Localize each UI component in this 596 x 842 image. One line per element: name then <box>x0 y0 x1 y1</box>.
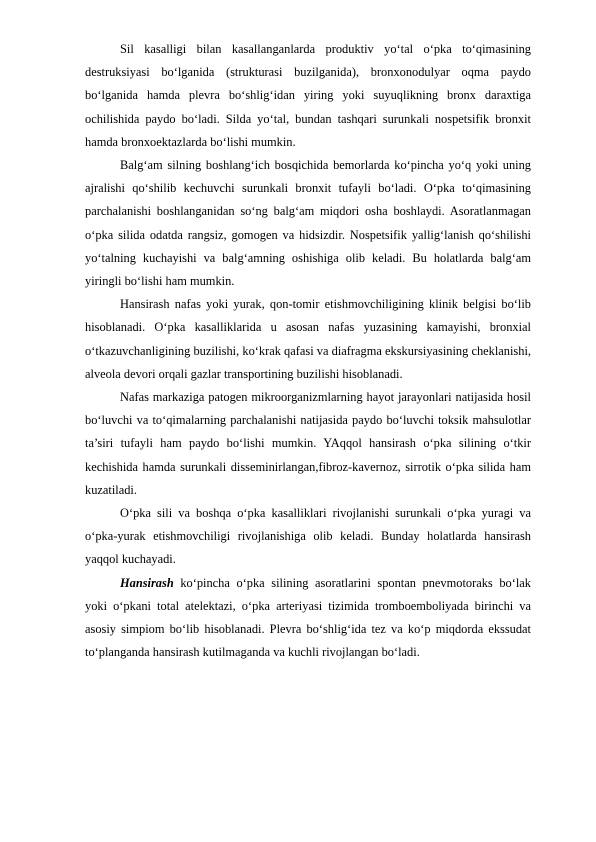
paragraph-text: ko‘pincha o‘pka silining asoratlarini spontan pnevmotoraks bo‘lak yoki o‘pkani total atelektazi, o‘pka arteriyasi tizimida tromboemboliyada birinchi va asosiy simpiom bo‘lib hisoblanadi. Plevra bo‘shlig‘ida tez va ko‘p miqdorda ekssudat to‘planganda hansirash kutilmaganda va kuchli rivojlangan bo‘ladi. <box>85 575 531 660</box>
paragraph-dyspnea <box>85 293 531 386</box>
paragraph-complications <box>85 572 531 665</box>
paragraph-text: Nafas markaziga patogen mikroorganizmlarning hayot jarayonlari natijasida hosil bo‘luvchi va to‘qimalarning parchalanishi natijasida paydo bo‘luvchi toksik mahsulotlar ta’siri tufayli ham paydo bo‘lishi mumkin. YAqqol hansirash o‘pka silining o‘tkir kechishida hamda surunkali disseminirlangan,fibroz-kavernoz, sirrotik o‘pka silida ham kuzatiladi. <box>85 390 531 497</box>
paragraph-cough <box>85 38 531 154</box>
paragraph-toxins <box>85 386 531 502</box>
paragraph-text: Sil kasalligi bilan kasallanganlarda produktiv yo‘tal o‘pka to‘qimasining destruksiyasi bo‘lganida (strukturasi buzilganida), bronxonodulyar oqma paydo bo‘lganida hamda plevra bo‘shlig‘idan yiring yoki suyuqlikning bronx daraxtiga ochilishida paydo bo‘ladi. Silda yo‘tal, bundan tashqari surunkali nospetsifik bronxit hamda bronxoektazlarda bo‘lishi mumkin. <box>85 42 531 149</box>
document-page <box>85 38 531 664</box>
paragraph-lead-term: Hansirash <box>120 575 174 590</box>
paragraph-text: Hansirash nafas yoki yurak, qon-tomir etishmovchiligining klinik belgisi bo‘lib hisoblanadi. O‘pka kasalliklarida u asosan nafas yuzasining kamayishi, bronxial o‘tkazuvchanligining buzilishi, ko‘krak qafasi va diafragma ekskursiyasining cheklanishi, alveola devori orqali gazlar transportining buzilishi hisoblanadi. <box>85 297 531 381</box>
paragraph-text: O‘pka sili va boshqa o‘pka kasalliklari rivojlanishi surunkali o‘pka yuragi va o‘pka-yurak etishmovchiligi rivojlanishiga olib keladi. Bunday holatlarda hansirash yaqqol kuchayadi. <box>85 506 531 567</box>
paragraph-cor-pulmonale <box>85 502 531 572</box>
paragraph-sputum <box>85 154 531 293</box>
paragraph-text: Balg‘am silning boshlang‘ich bosqichida bemorlarda ko‘pincha yo‘q yoki uning ajralishi qo‘shilib kechuvchi surunkali bronxit tufayli bo‘ladi. O‘pka to‘qimasining parchalanishi boshlanganidan so‘ng balg‘am miqdori osha boshlaydi. Asoratlanmagan o‘pka silida odatda rangsiz, gomogen va hidsizdir. Nospetsifik yallig‘lanish qo‘shilishi yo‘talning kuchayishi va balg‘amning oshishiga olib keladi. Bu holatlarda balg‘am yiringli bo‘lishi ham mumkin. <box>85 158 531 289</box>
